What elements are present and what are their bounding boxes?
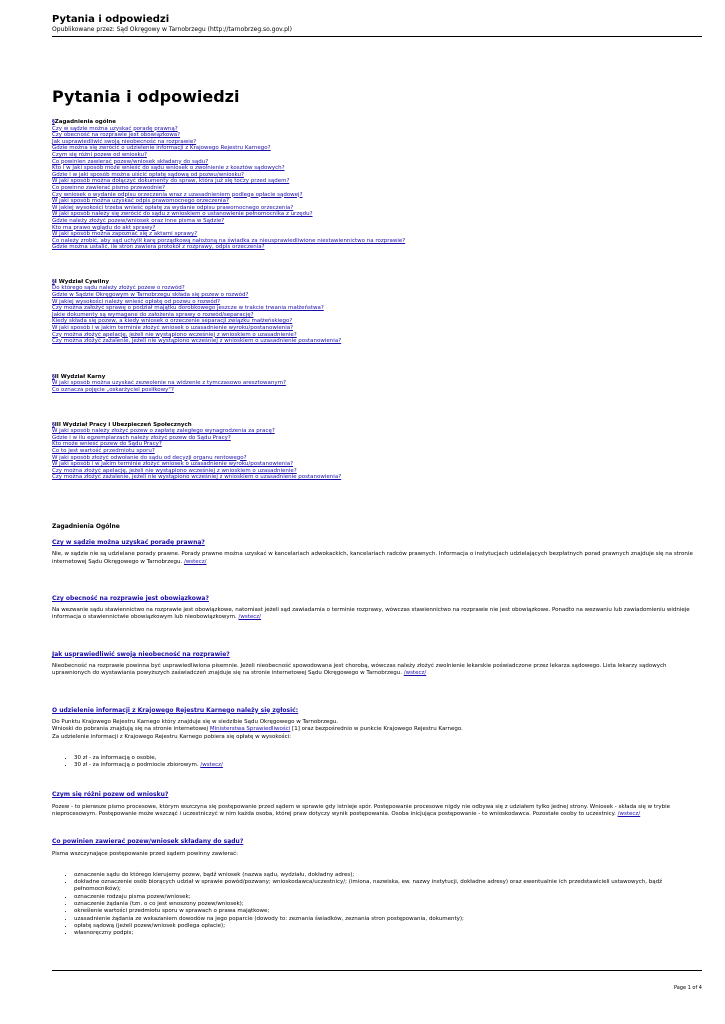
section-marker-link[interactable]: §	[52, 373, 55, 380]
toc-link[interactable]: W jaki sposób można zapoznać się z aktami sprawy?	[52, 231, 198, 238]
section-marker-link[interactable]: §	[52, 421, 55, 428]
toc-link[interactable]: Jak usprawiedliwić swoją nieobecność na rozprawie?	[52, 138, 197, 145]
toc-link[interactable]: W jaki sposób złożyć odwołanie do sądu od decyzji organu rentowego?	[52, 454, 247, 461]
toc-link[interactable]: Czy można złożyć zażalenie, jeżeli nie wystąpiono wcześniej z wnioskiem o uzasadnienie postanowienia?	[52, 338, 342, 345]
page-number: Page 1 of 4	[673, 985, 702, 991]
list-item: • oznaczenie sądu do którego kierujemy pozew, bądź wniosek (nazwa sądu, wydziału, dokładny adres);	[74, 872, 702, 879]
toc-section-heading: Zagadnienia ogólne	[54, 119, 117, 125]
toc-link[interactable]: Co powinno zawierać pismo przewodnie?	[52, 184, 166, 191]
toc-section-heading: I Wydział Cywilny	[54, 278, 110, 285]
section-marker-link[interactable]: §	[52, 119, 55, 125]
qa-item	[52, 595, 702, 622]
toc-link[interactable]: W jakiej wysokości trzeba wnieść opłatę za wydanie odpisu prawomocnego orzeczenia?	[52, 204, 294, 211]
toc-section-civil	[52, 279, 702, 345]
fee-list	[52, 755, 702, 770]
question-link[interactable]: Czy w sądzie można uzyskać poradę prawną?	[52, 538, 205, 546]
toc-link[interactable]: Czy można złożyć apelację, jeżeli nie wystąpiono wcześniej z wnioskiem o uzasadnienie?	[52, 331, 297, 338]
toc-link[interactable]: W jaki sposób należy złożyć pozew o zapłatę zaległego wynagrodzenia za pracę?	[52, 428, 275, 435]
back-link[interactable]: /wstecz/	[617, 810, 641, 817]
answer-text: Nieobecność na rozprawie powinna być usprawiedliwiona pisemnie. Jeżeli nieobecność spowodowana jest chorobą, wówczas należy złożyć zwolnienie lekarskie poświadczone przez lekarza sądowego. Lista lekarzy sądowych uprawnionych do wystawiania powyższych zaświadczeń znajduje się na stronie internetowej Sądu Okręgowego w Tarnobrzegu. /wstecz/	[52, 663, 667, 677]
toc-link[interactable]: Czy obecność na rozprawie jest obowiązkowa?	[52, 132, 181, 139]
ministry-link[interactable]: Ministerstwa Sprawiedliwości	[209, 726, 291, 733]
toc-link[interactable]: Kiedy składa się pozew, a kiedy wniosek o orzeczenie separacji związku małżeńskiego?	[52, 318, 293, 325]
toc-link[interactable]: W jaki sposób i w jakim terminie złożyć wniosek o uzasadnienie wyroku/postanowienia?	[52, 461, 294, 468]
toc-link[interactable]: Czy można założyć sprawę o podział majątku dorobkowego jeszcze w trakcie trwania małżeństwa?	[52, 305, 324, 312]
page-content	[52, 14, 702, 938]
answer-text: Do Punktu Krajowego Rejestru Karnego który znajduje się w siedzibie Sądu Okręgowego w Tarnobrzegu. Wnioski do pobrania znajdują się na stronie internetowej Ministerstwa Sprawiedliwości [1] oraz bezpośrednio w punkcie Krajowego Rejestru Karnego. Za udzielenie informacji z Krajowego Rejestru Karnego pobiera się opłatę w wysokości:	[52, 718, 463, 740]
answer-text: Na wezwanie sądu stawiennictwo na rozprawie jest obowiązkowe, natomiast jeżeli sąd zawiadamia o terminie rozprawy, wówczas stawiennictwo na rozprawie nie jest obowiązkowe. Ponadto na wezwaniu lub zawiadomieniu widnieje informacja o stawiennictwie obowiązkowym lub nieobowiązkowym. /wstecz/	[52, 607, 690, 621]
toc-section-labour	[52, 422, 702, 481]
header-published-by: Opublikowane przez: Sąd Okręgowy w Tarnobrzegu (http://tarnobrzeg.so.gov.pl)	[52, 26, 292, 33]
toc-link[interactable]: Czy wniosek o wydanie odpisu orzeczenia wraz z uzasadnieniem podlega opłacie sądowej?	[52, 191, 303, 198]
toc-link[interactable]: Gdzie i w jaki sposób można uiścić opłatę sądową od pozwu/wniosku?	[52, 171, 244, 178]
toc-link[interactable]: Kto może wnieść pozew do Sądu Pracy?	[52, 441, 162, 448]
section-marker-link[interactable]: §	[52, 278, 55, 285]
toc-link[interactable]: Gdzie należy złożyć pozew/wniosek oraz inne pisma w Sądzie?	[52, 217, 225, 224]
toc-link[interactable]: W jaki sposób można dołączyć dokumenty do spraw, która już się toczy przed sądem?	[52, 178, 290, 185]
question-link[interactable]: Czy obecność na rozprawie jest obowiązkowa?	[52, 594, 209, 602]
requirements-list	[52, 872, 702, 938]
question-link[interactable]: O udzielenie informacji z Krajowego Rejestru Karnego należy się zgłosić:	[52, 706, 299, 714]
toc-link[interactable]: Co oznacza pojęcie „oskarżyciel posiłkowy"?	[52, 387, 174, 393]
toc-link[interactable]: Gdzie i w ilu egzemplarzach należy złożyć pozew do Sądu Pracy?	[52, 434, 231, 441]
back-link[interactable]: /wstecz/	[238, 614, 262, 621]
list-item: • 30 zł - za informacją o podmiocie zbiorowym. /wstecz/	[74, 762, 702, 769]
toc-link[interactable]: Czym się różni pozew od wniosku?	[52, 151, 147, 158]
table-of-contents	[52, 119, 702, 481]
qa-item	[52, 838, 702, 937]
question-link[interactable]: Czym się różni pozew od wniosku?	[52, 791, 169, 799]
back-link[interactable]: /wstecz/	[183, 558, 207, 565]
qa-item	[52, 707, 702, 770]
page-header	[52, 14, 702, 37]
header-title: Pytania i odpowiedzi	[52, 14, 170, 25]
toc-link[interactable]: Co to jest wartość przedmiotu sporu?	[52, 447, 155, 454]
qa-item	[52, 539, 702, 566]
toc-section-heading: II Wydział Karny	[54, 373, 106, 380]
list-item: • opłatę sądową (jeżeli pozew/wniosek podlega opłacie);	[74, 923, 702, 930]
list-item: • dokładne oznaczenie osób biorących udział w sprawie powód/pozwany; wnioskodawca/uczestnicy/; (imiona, nazwiska, ew. nazwy instytucji, dokładne adresy) oraz ewentualnie ich przedstawicieli ustawowych, bądź pełnomocników);	[74, 879, 702, 894]
toc-link[interactable]: W jakiej wysokości należy wnieść opłatę od pozwu o rozwód?	[52, 298, 221, 305]
toc-link[interactable]: Kto ma prawo wglądu do akt sprawy?	[52, 224, 156, 231]
back-link[interactable]: /wstecz/	[403, 670, 427, 677]
toc-link[interactable]: Co należy zrobić, aby sąd uchylił karę porządkową nałożoną na świadka za nieusprawiedliwione niestawiennictwo na rozprawie?	[52, 237, 406, 244]
answer-text: Pisma wszczynające postępowanie przed sądem powinny zawierać:	[52, 850, 239, 857]
list-item: • określenie wartości przedmiotu sporu w sprawach o prawa majątkowe;	[74, 908, 702, 915]
toc-link[interactable]: W jaki sposób należy się zwrócić do sądu z wnioskiem o ustanowienie pełnomocnika z urzędu?	[52, 211, 313, 218]
toc-link[interactable]: W jaki sposób i w jakim terminie złożyć wniosek o uzasadnienie wyroku/postanowienia?	[52, 325, 294, 332]
footer-divider	[52, 970, 702, 971]
list-item: • oznaczenie rodzaju pisma pozew/wniosek;	[74, 894, 702, 901]
toc-link[interactable]: W jaki sposób można uzyskać zezwolenie na widzenie z tymczasowo aresztowanym?	[52, 380, 286, 387]
toc-link[interactable]: Jakie dokumenty są wymagane do założenia sprawy o rozwód/separację?	[52, 311, 254, 318]
question-link[interactable]: Jak usprawiedliwić swoją nieobecność na rozprawie?	[52, 650, 230, 658]
toc-link[interactable]: Do którego sądu należy złożyć pozew o rozwód?	[52, 285, 185, 292]
list-item: • oznaczenie żądania (tzn. o co jest wnoszony pozew/wniosek);	[74, 901, 702, 908]
header-divider	[52, 36, 702, 37]
toc-section-criminal	[52, 374, 702, 394]
toc-link[interactable]: Czy można złożyć apelację, jeżeli nie wystąpiono wcześniej z wnioskiem o uzasadnienie?	[52, 467, 297, 474]
toc-link[interactable]: Gdzie w Sądzie Okręgowym w Tarnobrzegu składa się pozew o rozwód?	[52, 292, 249, 299]
toc-link[interactable]: Kto i w jaki sposób może wnieść do sądu wniosek o zwolnienie z kosztów sądowych?	[52, 165, 285, 172]
document-title: Pytania i odpowiedzi	[52, 87, 240, 106]
toc-link[interactable]: Co powinien zawierać pozew/wniosek składany do sądu?	[52, 158, 209, 165]
list-item: • uzasadnienie żądania ze wskazaniem dowodów na jego poparcie (dowody to: zeznania świadków, zeznania stron postępowania, dokumenty);	[74, 916, 702, 923]
toc-section-heading: III Wydział Pracy i Ubezpieczeń Społecznych	[54, 421, 192, 428]
question-link[interactable]: Co powinien zawierać pozew/wniosek składany do sądu?	[52, 838, 244, 846]
toc-link[interactable]: Czy można złożyć zażalenie, jeżeli nie wystąpiono wcześniej z wnioskiem o uzasadnienie postanowienia?	[52, 474, 342, 481]
toc-section-general	[52, 119, 702, 251]
back-link[interactable]: /wstecz/	[200, 762, 223, 769]
list-item: • 30 zł - za informacją o osobie,	[74, 755, 702, 762]
section-heading: Zagadnienia Ogólne	[52, 522, 120, 530]
answer-text: Pozew - to pierwsze pismo procesowe, którym wszczyna się postępowanie przed sądem w sprawie gdy istnieje spór. Postępowanie procesowe nigdy nie odbywa się z udziałem tylko jednej strony. Wniosek - składa się w trybie nieprocesowym. Postępowanie może wszcząć i uczestniczyć w nim każda osoba, której praw dotyczy wynik postępowania. Osoba inicjująca postępowanie - to wnioskodawca. Pozostałe osoby to uczestnicy. /wstecz/	[52, 803, 670, 817]
qa-item	[52, 791, 702, 818]
toc-link[interactable]: Czy w sądzie można uzyskać poradę prawną?	[52, 125, 178, 132]
toc-link[interactable]: W jaki sposób można uzyskać odpis prawomocnego orzeczenia?	[52, 198, 229, 205]
qa-item	[52, 651, 702, 678]
toc-link[interactable]: Gdzie można ustalić, ile stron zawiera protokół z rozprawy, odpis orzeczenia?	[52, 244, 265, 251]
answer-text: Nie, w sądzie nie są udzielane porady prawne. Porady prawne można uzyskać w kancelariach adwokackich, kancelariach radców prawnych. Informacja o instytucjach udzielających bezpłatnych porad prawnych znajduje się na stronie internetowej Sądu Okręgowego w Tarnobrzegu. /wstecz/	[52, 551, 693, 565]
toc-link[interactable]: Gdzie można się zwrócić o udzielenie informacji z Krajowego Rejestru Karnego?	[52, 145, 271, 152]
list-item: • własnoręczny podpis;	[74, 930, 702, 937]
